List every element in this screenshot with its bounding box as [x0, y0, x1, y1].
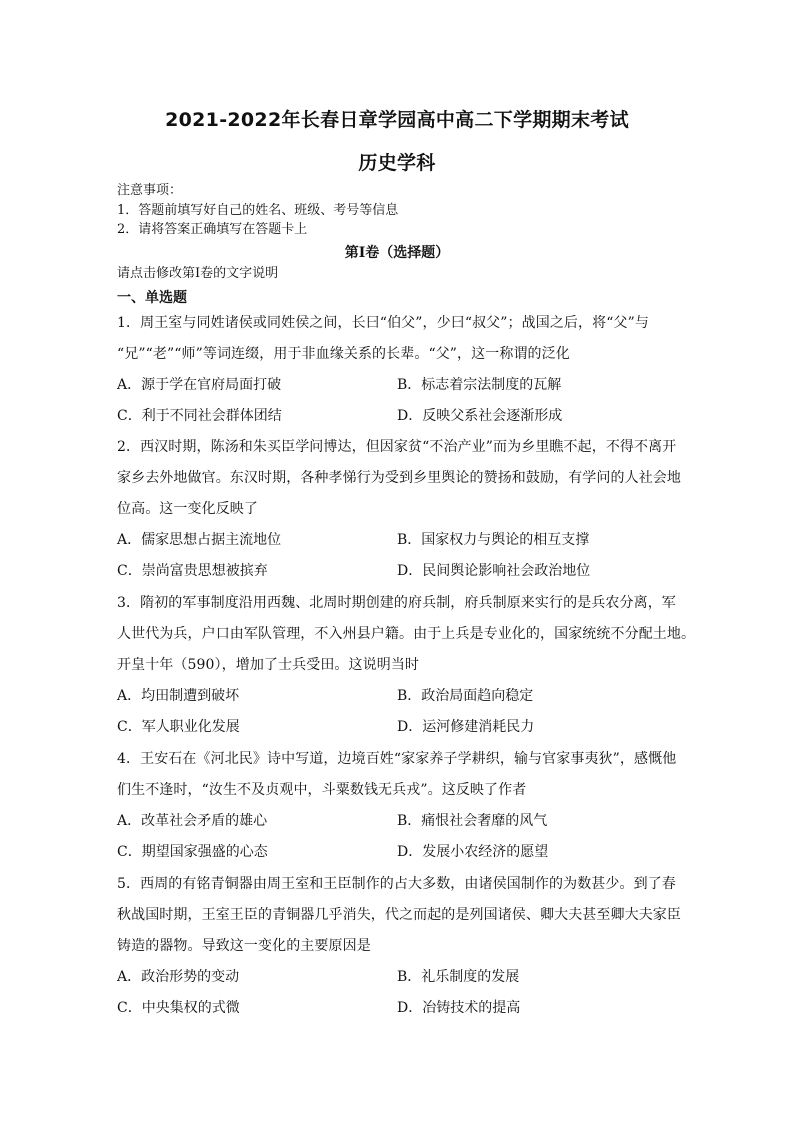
question-4-stem-line: 4．王安石在《河北民》诗中写道，边境百姓“家家养子学耕织，输与官家事夷狄”，感慨他 — [117, 751, 677, 767]
subject-title: 历史学科 — [358, 152, 436, 174]
question-1-stem-line: 1．周王室与同姓诸侯或同姓侯之间，长曰“伯父”，少曰“叔父”；战国之后，将“父”与 — [117, 315, 649, 331]
question-2-option-a: A．儒家思想占据主流地位 — [117, 532, 282, 548]
question-5-stem-line: 5．西周的有铭青铜器由周王室和王臣制作的占大多数，由诸侯国制作的为数甚少。到了春 — [117, 876, 676, 892]
section-edit-note: 请点击修改第I卷的文字说明 — [117, 266, 279, 281]
question-3-stem-line: 3．隋初的军事制度沿用西魏、北周时期创建的府兵制，府兵制原来实行的是兵农分离，军 — [117, 595, 676, 611]
question-4-option-b: B．痛恨社会奢靡的风气 — [397, 813, 548, 829]
exam-title: 2021-2022年长春日章学园高中高二下学期期末考试 — [165, 109, 629, 131]
question-2-option-d: D．民间舆论影响社会政治地位 — [397, 563, 591, 579]
question-5-option-c: C．中央集权的式微 — [117, 1000, 240, 1016]
question-1-stem-line: “兄”“老”“师”等词连缀，用于非血缘关系的长辈。“父”，这一称谓的泛化 — [117, 346, 570, 362]
question-1-option-c: C．利于不同社会群体团结 — [117, 408, 282, 424]
question-5-option-b: B．礼乐制度的发展 — [397, 969, 520, 985]
question-5-option-a: A．政治形势的变动 — [117, 969, 240, 985]
question-2-option-b: B．国家权力与舆论的相互支撑 — [397, 532, 590, 548]
question-5-stem-line: 铸造的器物。导致这一变化的主要原因是 — [117, 938, 371, 954]
question-3-stem-line: 开皇十年（590），增加了士兵受田。这说明当时 — [117, 657, 420, 673]
question-3-option-d: D．运河修建消耗民力 — [397, 719, 535, 735]
question-2-stem-line: 家乡去外地做官。东汉时期，各种孝悌行为受到乡里舆论的赞扬和鼓励，有学问的人社会地 — [117, 470, 681, 486]
question-type-heading: 一、单选题 — [117, 290, 187, 306]
question-5-option-d: D．冶铸技术的提高 — [397, 1000, 521, 1016]
question-4-option-a: A．改革社会矛盾的雄心 — [117, 813, 268, 829]
question-3-option-b: B．政治局面趋向稳定 — [397, 688, 534, 704]
notice-heading: 注意事项： — [117, 183, 183, 198]
question-5-stem-line: 秋战国时期，王室王臣的青铜器几乎消失，代之而起的是列国诸侯、卿大夫甚至卿大夫家臣 — [117, 907, 681, 923]
question-2-stem-line: 位高。这一变化反映了 — [117, 501, 258, 517]
question-1-option-b: B．标志着宗法制度的瓦解 — [397, 377, 562, 393]
question-1-option-a: A．源于学在官府局面打破 — [117, 377, 282, 393]
notice-item: 1．答题前填写好自己的姓名、班级、考号等信息 — [117, 203, 399, 218]
question-4-stem-line: 们生不逢时，“汝生不及贞观中，斗粟数钱无兵戎”。这反映了作者 — [117, 782, 527, 798]
question-4-option-d: D．发展小农经济的愿望 — [397, 844, 549, 860]
question-3-option-a: A．均田制遭到破坏 — [117, 688, 240, 704]
question-2-option-c: C．崇尚富贵思想被摈弃 — [117, 563, 268, 579]
question-2-stem-line: 2．西汉时期，陈汤和朱买臣学问博达，但因家贫“不治产业”而为乡里瞧不起，不得不离开 — [117, 439, 677, 455]
section-title: 第I卷（选择题） — [344, 245, 450, 261]
question-4-option-c: C．期望国家强盛的心态 — [117, 844, 268, 860]
notice-item: 2．请将答案正确填写在答题卡上 — [117, 222, 308, 237]
question-3-stem-line: 人世代为兵，户口由军队管理，不入州县户籍。由于上兵是专业化的，国家统统不分配土地。 — [117, 626, 696, 642]
question-1-option-d: D．反映父系社会逐渐形成 — [397, 408, 563, 424]
question-3-option-c: C．军人职业化发展 — [117, 719, 240, 735]
